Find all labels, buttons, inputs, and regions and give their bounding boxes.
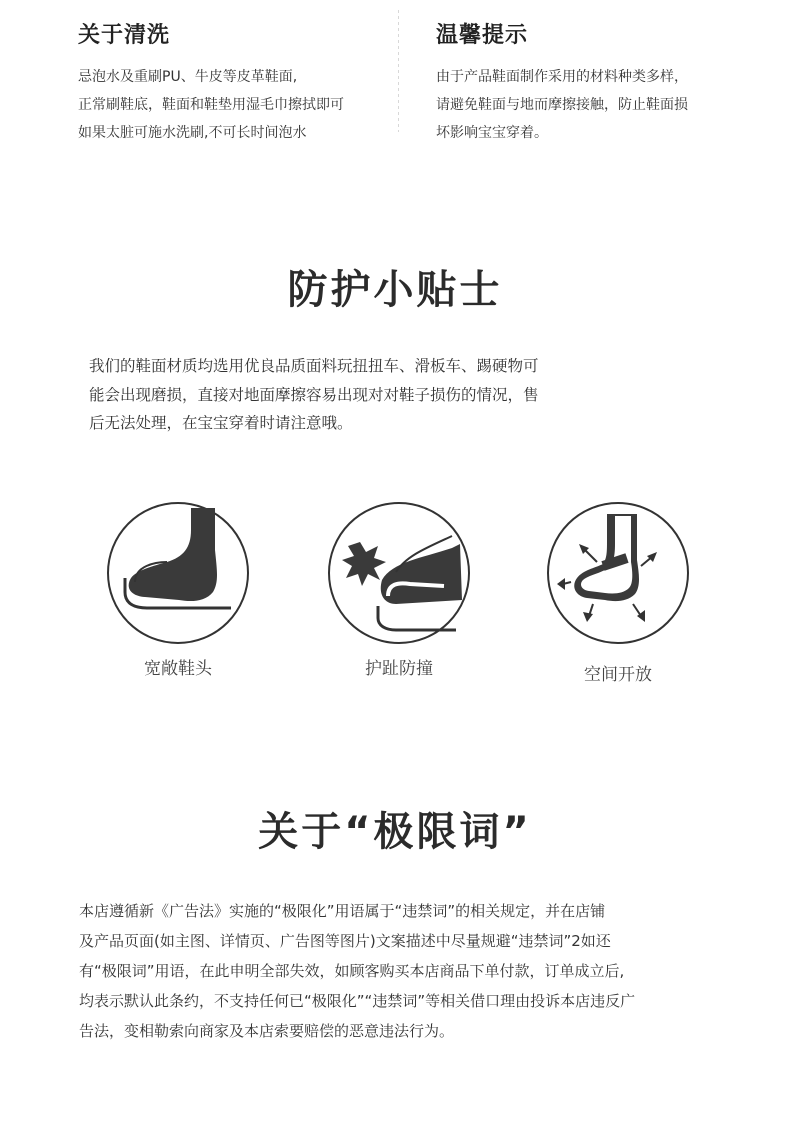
- absolute-terms-line: 及产品页面(如主图、详情页、广告图等图片)文案描述中尽量规避“违禁词”2如还: [79, 932, 611, 950]
- feature-toe-protection: [324, 500, 474, 679]
- cleaning-line: 忌泡水及重刷PU、牛皮等皮革鞋面,: [78, 69, 298, 85]
- feature-label: 空间开放: [584, 665, 652, 685]
- absolute-terms-paragraph: [79, 896, 635, 1046]
- feature-open-space: [543, 500, 693, 685]
- cleaning-line: 如果太脏可施水洗刷,不可长时间泡水: [78, 125, 307, 141]
- feature-wide-toe: [103, 500, 253, 679]
- tips-line: 由于产品鞋面制作采用的材料种类多样，: [436, 69, 688, 85]
- tips-line: 请避免鞋面与地而摩擦接触，防止鞋面损: [436, 97, 688, 113]
- absolute-terms-line: 有“极限词”用语，在此申明全部失效，如顾客购买本店商品下单付款，订单成立后,: [79, 962, 625, 980]
- protection-line: 我们的鞋面材质均选用优良品质面料玩扭扭车、滑板车、踢硬物可: [89, 357, 539, 375]
- tips-line: 坏影响宝宝穿着。: [436, 125, 548, 141]
- protection-line: 后无法处理，在宝宝穿着时请注意哦。: [89, 414, 353, 432]
- absolute-terms-title: 关于“极限词”: [258, 809, 532, 855]
- feature-label: 护趾防撞: [365, 659, 433, 679]
- tips-title: 温馨提示: [436, 23, 529, 48]
- protection-paragraph: [89, 352, 539, 438]
- absolute-terms-line: 告法，变相勒索向商家及本店索要赔偿的恶意违法行为。: [79, 1022, 455, 1040]
- space-arrows-foot-icon: [545, 500, 691, 646]
- cleaning-title: 关于清洗: [78, 23, 171, 48]
- absolute-terms-line: 本店遵循新《广告法》实施的“极限化”用语属于“违禁词”的相关规定，并在店铺: [79, 902, 606, 920]
- cleaning-line: 正常刷鞋底，鞋面和鞋垫用湿毛巾擦拭即可: [78, 97, 344, 113]
- feature-label: 宽敞鞋头: [144, 659, 212, 679]
- wide-toe-foot-icon: [105, 500, 251, 646]
- protection-title: 防护小贴士: [287, 267, 503, 313]
- tips-section: [436, 18, 688, 147]
- protection-line: 能会出现磨损，直接对地面摩擦容易出现对对鞋子损伤的情况，售: [89, 385, 539, 404]
- toe-protection-impact-icon: [326, 500, 472, 646]
- column-divider: [398, 10, 399, 132]
- absolute-terms-line: 均表示默认此条约，不支持任何已“极限化”“违禁词”等相关借口理由投诉本店违反广: [79, 992, 636, 1010]
- cleaning-section: [78, 18, 344, 147]
